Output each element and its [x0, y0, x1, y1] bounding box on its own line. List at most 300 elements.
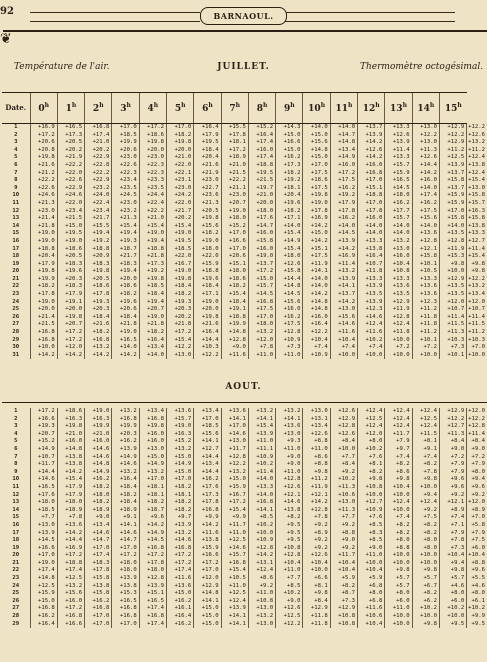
- temperature-cell: +15.8: [85, 575, 112, 583]
- day-cell: 8: [14, 461, 18, 468]
- temperature-cell: +10.1: [412, 261, 439, 269]
- temperature-cell: +8.2: [385, 461, 412, 469]
- temperature-cell: +7.9: [467, 530, 487, 538]
- temperature-cell: +8.0: [412, 545, 439, 553]
- day-cell: 26: [12, 313, 20, 320]
- temperature-cell: +7.8: [439, 537, 466, 545]
- temperature-cell: +18.2: [166, 291, 193, 299]
- temperature-cell: +13.9: [139, 583, 166, 591]
- temperature-cell: +17.2: [248, 268, 275, 276]
- temperature-cell: +15.8: [439, 215, 466, 223]
- day-cell: 2: [14, 415, 18, 422]
- temperature-cell: +19.0: [166, 268, 193, 276]
- temperature-cell: +12.2: [439, 132, 466, 140]
- temperature-cell: +22.3: [139, 170, 166, 178]
- temperature-cell: +20.4: [194, 154, 221, 162]
- temperature-cell: +12.8: [248, 545, 275, 553]
- temperature-cell: +18.2: [276, 208, 303, 216]
- hour-column-header: 3$^h$: [112, 93, 139, 124]
- temperature-cell: +17.8: [85, 567, 112, 575]
- day-cell: 28: [12, 613, 20, 620]
- temperature-cell: +13.0: [248, 605, 275, 613]
- temperature-cell: +12.6: [276, 261, 303, 269]
- temperature-cell: +13.2: [166, 530, 193, 538]
- table-row: [2, 446, 487, 454]
- temperature-cell: +22.4: [85, 200, 112, 208]
- temperature-cell: +15.2: [221, 223, 248, 231]
- scroll-ornament-icon: ❦: [0, 31, 12, 47]
- temperature-cell: +12.4: [468, 154, 485, 161]
- temperature-cell: +17.6: [248, 215, 275, 223]
- temperature-cell: +8.0: [385, 590, 412, 598]
- hour-column-header: 2$^h$: [85, 93, 112, 124]
- table-row: [2, 438, 487, 446]
- hour-column-header: 4$^h$: [139, 93, 166, 124]
- temperature-cell: +15.4: [221, 567, 248, 575]
- day-cell: 24: [12, 582, 20, 589]
- day-cell: 5: [14, 154, 18, 161]
- temperature-cell: +15.7: [385, 162, 412, 170]
- temperature-cell: +19.8: [139, 139, 166, 147]
- temperature-cell: +14.0: [303, 124, 330, 132]
- temperature-cell: +8.9: [467, 507, 487, 515]
- temperature-cell: +8.8: [303, 438, 330, 446]
- hour-column-header: 11$^h$: [330, 93, 357, 124]
- temperature-cell: +7.5: [467, 537, 487, 545]
- day-cell: 24: [12, 298, 20, 305]
- temperature-cell: +18.4: [112, 314, 139, 322]
- temperature-cell: +21.6: [30, 162, 57, 170]
- temperature-cell: +10.0: [385, 560, 412, 568]
- day-cell: 3: [14, 139, 18, 146]
- temperature-cell: +9.9: [194, 514, 221, 522]
- temperature-cell: +15.4: [248, 423, 275, 431]
- temperature-cell: +13.7: [439, 185, 466, 193]
- temperature-cell: +16.4: [30, 621, 57, 629]
- temperature-cell: +19.9: [30, 276, 57, 284]
- temperature-cell: +13.2: [248, 329, 275, 337]
- temperature-cell: +13.6: [412, 230, 439, 238]
- temperature-cell: +15.6: [303, 139, 330, 147]
- temperature-cell: +9.2: [467, 492, 487, 500]
- temperature-cell: +20.2: [85, 147, 112, 155]
- temperature-cell: +16.8: [248, 299, 275, 307]
- temperature-cell: +10.5: [412, 268, 439, 276]
- table-row: [2, 223, 487, 231]
- temperature-cell: +24.6: [57, 192, 84, 200]
- table-row: [2, 314, 487, 322]
- table-row: [2, 185, 487, 193]
- temperature-cell: +11.7: [30, 461, 57, 469]
- temperature-cell: +10.0: [439, 268, 466, 276]
- temperature-cell: +8.2: [385, 530, 412, 538]
- temperature-cell: +18.4: [112, 484, 139, 492]
- temperature-cell: +6.0: [439, 598, 466, 606]
- temperature-cell: +12.5: [221, 590, 248, 598]
- temperature-cell: +8.8: [303, 461, 330, 469]
- temperature-cell: +10.8: [248, 598, 275, 606]
- temperature-cell: +18.4: [221, 299, 248, 307]
- temperature-cell: +18.2: [166, 499, 193, 507]
- temperature-cell: +16.0: [385, 253, 412, 261]
- hour-column-header: 15$^h$: [439, 93, 466, 124]
- temperature-cell: +13.3: [248, 484, 275, 492]
- temperature-cell: +13.8: [57, 461, 84, 469]
- temperature-cell: +19.0: [166, 423, 193, 431]
- temperature-cell: +13.4: [330, 147, 357, 155]
- temperature-cell: +15.9: [30, 590, 57, 598]
- temperature-cell: +16.4: [166, 613, 193, 621]
- temperature-cell: +19.0: [57, 238, 84, 246]
- temperature-cell: +15.6: [194, 223, 221, 231]
- day-cell: 16: [12, 521, 20, 528]
- temperature-cell: +22.2: [57, 162, 84, 170]
- temperature-cell: +10.0: [385, 337, 412, 345]
- temperature-cell: +16.8: [112, 416, 139, 424]
- temperature-cell: +17.0: [139, 476, 166, 484]
- temperature-cell: +8.0: [439, 590, 466, 598]
- table-row: [2, 132, 487, 140]
- temperature-cell: +13.3: [358, 276, 385, 284]
- day-cell: 20: [12, 268, 20, 275]
- temperature-cell: +9.0: [85, 514, 112, 522]
- temperature-cell: +12.9: [439, 139, 466, 147]
- temperature-cell: +14.2: [139, 522, 166, 530]
- table-row: [2, 337, 487, 345]
- temperature-cell: +5.9: [358, 575, 385, 583]
- temperature-cell: +21.5: [221, 170, 248, 178]
- temperature-cell: +14.9: [330, 154, 357, 162]
- temperature-cell: +20.0: [166, 147, 193, 155]
- temperature-cell: +19.0: [112, 329, 139, 337]
- table-row: [2, 344, 487, 352]
- temperature-cell: +12.9: [439, 276, 466, 284]
- table-row: [2, 605, 487, 613]
- temperature-cell: +14.6: [85, 446, 112, 454]
- temperature-cell: +15.8: [412, 253, 439, 261]
- temperature-cell: +12.4: [221, 598, 248, 606]
- temperature-cell: +12.8: [276, 476, 303, 484]
- temperature-cell: +21.3: [194, 200, 221, 208]
- temperature-cell: +19.0: [139, 230, 166, 238]
- temperature-cell: +15.2: [30, 438, 57, 446]
- temperature-cell: +24.2: [166, 192, 193, 200]
- temperature-cell: +8.2: [412, 530, 439, 538]
- temperature-cell: +9.8: [467, 261, 487, 269]
- temperature-cell: +17.4: [30, 567, 57, 575]
- temperature-cell: +6.7: [412, 583, 439, 591]
- hour-column-header: 12$^h$: [358, 93, 385, 124]
- temperature-cell: +12.8: [139, 575, 166, 583]
- temperature-cell: +19.8: [139, 276, 166, 284]
- temperature-cell: +11.6: [358, 605, 385, 613]
- day-cell: 8: [14, 177, 18, 184]
- temperature-cell: +11.4: [439, 314, 466, 322]
- temperature-cell: +12.6: [385, 132, 412, 140]
- temperature-cell: +15.9: [439, 200, 466, 208]
- temperature-cell: +10.0: [412, 352, 439, 360]
- temperature-cell: +22.9: [85, 177, 112, 185]
- temperature-cell: +15.0: [303, 132, 330, 140]
- left-caption: Température de l'air.: [14, 62, 110, 72]
- temperature-cell: +14.9: [166, 461, 193, 469]
- temperature-cell: +18.2: [139, 329, 166, 337]
- temperature-cell: +17.0: [112, 621, 139, 629]
- table-row: [2, 246, 487, 254]
- temperature-cell: +5.7: [439, 575, 466, 583]
- temperature-cell: +22.4: [139, 200, 166, 208]
- temperature-cell: +21.0: [57, 431, 84, 439]
- temperature-cell: +23.0: [221, 192, 248, 200]
- temperature-cell: +21.3: [112, 215, 139, 223]
- temperature-cell: +19.6: [276, 200, 303, 208]
- temperature-cell: +8.2: [358, 469, 385, 477]
- temperature-cell: +14.7: [330, 132, 357, 140]
- temperature-cell: +13.9: [248, 431, 275, 439]
- temperature-cell: +16.2: [385, 200, 412, 208]
- temperature-cell: +13.8: [194, 537, 221, 545]
- day-cell: 11: [12, 483, 20, 490]
- temperature-cell: +8.5: [276, 583, 303, 591]
- temperature-cell: +13.6: [276, 423, 303, 431]
- right-caption: Thermomètre octogésimal.: [360, 62, 484, 72]
- temperature-cell: +10.0: [439, 613, 466, 621]
- temperature-cell: +9.1: [412, 446, 439, 454]
- temperature-cell: +11.2: [468, 146, 485, 153]
- temperature-cell: +12.6: [358, 147, 385, 155]
- temperature-cell: +17.6: [194, 484, 221, 492]
- temperature-cell: +11.2: [439, 147, 466, 155]
- temperature-cell: +11.0: [385, 605, 412, 613]
- temperature-cell: +14.6: [85, 454, 112, 462]
- day-cell: 9: [14, 184, 18, 191]
- table-row: [2, 147, 487, 155]
- temperature-cell: +14.5: [248, 291, 275, 299]
- temperature-cell: +12.3: [358, 306, 385, 314]
- temperature-cell: +21.1: [221, 185, 248, 193]
- temperature-cell: +12.4: [358, 423, 385, 431]
- temperature-cell: +18.4: [194, 283, 221, 291]
- temperature-cell: +14.0: [412, 223, 439, 231]
- temperature-cell: +12.9: [303, 605, 330, 613]
- temperature-cell: +10.8: [385, 268, 412, 276]
- temperature-cell: +12.6: [276, 484, 303, 492]
- temperature-cell: +15.3: [439, 253, 466, 261]
- table-row: [2, 454, 487, 462]
- temperature-cell: +13.0: [468, 184, 485, 191]
- temperature-cell: +19.2: [139, 268, 166, 276]
- temperature-cell: +7.0: [467, 514, 487, 522]
- temperature-cell: +13.8: [276, 507, 303, 515]
- temperature-cell: +17.5: [303, 253, 330, 261]
- temperature-cell: +11.4: [248, 469, 275, 477]
- temperature-cell: +17.7: [385, 208, 412, 216]
- temperature-cell: +11.7: [221, 446, 248, 454]
- temperature-cell: +20.7: [221, 200, 248, 208]
- temperature-cell: +14.6: [221, 431, 248, 439]
- temperature-cell: +11.2: [303, 476, 330, 484]
- temperature-cell: +11.8: [303, 613, 330, 621]
- temperature-cell: +12.7: [358, 499, 385, 507]
- temperature-cell: +18.2: [166, 132, 193, 140]
- temperature-cell: +17.3: [194, 492, 221, 500]
- temperature-cell: +12.5: [221, 537, 248, 545]
- day-cell: 17: [12, 245, 20, 252]
- temperature-cell: +19.8: [194, 215, 221, 223]
- hour-column-header: 0$^h$: [30, 93, 57, 124]
- temperature-cell: +16.3: [468, 207, 485, 214]
- temperature-cell: +11.8: [303, 621, 330, 629]
- temperature-cell: +12.6: [468, 131, 485, 138]
- temperature-cell: +13.0: [221, 438, 248, 446]
- temperature-cell: +15.0: [248, 276, 275, 284]
- day-cell: 20: [12, 552, 20, 559]
- temperature-cell: +24.6: [30, 192, 57, 200]
- temperature-cell: +14.1: [221, 613, 248, 621]
- temperature-cell: +12.2: [439, 416, 466, 424]
- temperature-cell: +13.2: [468, 139, 485, 146]
- temperature-cell: +14.8: [30, 575, 57, 583]
- page-frame: [3, 30, 487, 66]
- temperature-cell: +11.6: [166, 575, 193, 583]
- temperature-cell: +18.9: [57, 507, 84, 515]
- ornament-right: [285, 12, 455, 22]
- temperature-cell: +20.5: [57, 139, 84, 147]
- temperature-cell: +17.2: [30, 408, 57, 416]
- temperature-cell: +13.6: [412, 283, 439, 291]
- page-number: 92: [0, 6, 14, 17]
- temperature-cell: +13.2: [248, 613, 275, 621]
- temperature-cell: +12.8: [276, 329, 303, 337]
- temperature-cell: +15.4: [112, 223, 139, 231]
- temperature-cell: +10.0: [30, 344, 57, 352]
- temperature-cell: +13.0: [412, 124, 439, 132]
- temperature-cell: +20.5: [194, 208, 221, 216]
- temperature-cell: +22.1: [166, 170, 193, 178]
- temperature-cell: +18.2: [112, 492, 139, 500]
- temperature-cell: +7.8: [303, 514, 330, 522]
- temperature-cell: +8.0: [467, 469, 487, 477]
- day-cell: 26: [12, 597, 20, 604]
- temperature-cell: +17.4: [139, 621, 166, 629]
- temperature-cell: +11.0: [276, 352, 303, 360]
- temperature-cell: +18.0: [221, 215, 248, 223]
- day-cell: 18: [12, 537, 20, 544]
- temperature-cell: +14.2: [57, 352, 84, 360]
- temperature-cell: +15.1: [139, 590, 166, 598]
- temperature-cell: +11.8: [412, 321, 439, 329]
- temperature-cell: +15.0: [166, 590, 193, 598]
- temperature-cell: +17.8: [139, 560, 166, 568]
- temperature-cell: +15.0: [276, 132, 303, 140]
- temperature-cell: +21.7: [112, 253, 139, 261]
- temperature-cell: +23.0: [139, 154, 166, 162]
- temperature-cell: +4.6: [439, 583, 466, 591]
- temperature-cell: +18.5: [166, 246, 193, 254]
- temperature-cell: +10.9: [303, 352, 330, 360]
- temperature-cell: +9.6: [139, 514, 166, 522]
- temperature-cell: +22.0: [57, 170, 84, 178]
- temperature-cell: +12.8: [221, 454, 248, 462]
- day-cell: 13: [12, 499, 20, 506]
- temperature-cell: +8.6: [385, 469, 412, 477]
- temperature-cell: +18.7: [112, 246, 139, 254]
- temperature-cell: +10.3: [439, 337, 466, 345]
- temperature-cell: +9.6: [467, 484, 487, 492]
- temperature-cell: +17.0: [85, 545, 112, 553]
- temperature-cell: +15.2: [166, 438, 193, 446]
- temperature-cell: +19.3: [30, 423, 57, 431]
- temperature-cell: +18.3: [57, 283, 84, 291]
- temperature-cell: +10.0: [303, 567, 330, 575]
- table-row: [2, 291, 487, 299]
- temperature-cell: +17.4: [85, 132, 112, 140]
- temperature-cell: +11.8: [412, 314, 439, 322]
- temperature-cell: +11.5: [412, 431, 439, 439]
- temperature-cell: +20.7: [139, 306, 166, 314]
- temperature-cell: +13.2: [468, 283, 485, 290]
- temperature-cell: +13.8: [112, 583, 139, 591]
- temperature-cell: +20.3: [112, 431, 139, 439]
- temperature-cell: +14.2: [112, 352, 139, 360]
- temperature-cell: +12.8: [439, 238, 466, 246]
- temperature-cell: +18.8: [139, 246, 166, 254]
- temperature-cell: +14.6: [330, 321, 357, 329]
- temperature-cell: +17.2: [30, 132, 57, 140]
- temperature-cell: +15.0: [194, 621, 221, 629]
- temperature-cell: +13.8: [85, 583, 112, 591]
- temperature-cell: +14.2: [194, 522, 221, 530]
- temperature-cell: +11.5: [468, 321, 485, 328]
- temperature-cell: +14.8: [303, 147, 330, 155]
- temperature-cell: +14.7: [112, 537, 139, 545]
- temperature-cell: +13.3: [385, 276, 412, 284]
- temperature-cell: +18.0: [139, 567, 166, 575]
- temperature-cell: +13.9: [330, 276, 357, 284]
- temperature-cell: +17.3: [57, 132, 84, 140]
- temperature-cell: +16.0: [139, 431, 166, 439]
- temperature-cell: +17.0: [221, 246, 248, 254]
- temperature-cell: +13.4: [194, 408, 221, 416]
- temperature-cell: +20.0: [139, 147, 166, 155]
- temperature-cell: +20.2: [57, 147, 84, 155]
- temperature-cell: +14.0: [139, 352, 166, 360]
- temperature-cell: +12.9: [439, 124, 466, 132]
- temperature-cell: +18.2: [276, 170, 303, 178]
- temperature-cell: +13.9: [439, 162, 466, 170]
- temperature-cell: +23.2: [112, 208, 139, 216]
- temperature-cell: +14.0: [303, 283, 330, 291]
- temperature-cell: +9.2: [412, 507, 439, 515]
- temperature-cell: +10.9: [248, 454, 275, 462]
- temperature-cell: +17.0: [358, 200, 385, 208]
- temperature-cell: +12.4: [385, 423, 412, 431]
- temperature-cell: +14.2: [57, 469, 84, 477]
- temperature-cell: +8.2: [412, 522, 439, 530]
- temperature-cell: +15.6: [412, 215, 439, 223]
- temperature-cell: +10.0: [412, 560, 439, 568]
- temperature-cell: +18.1: [221, 139, 248, 147]
- temperature-cell: +17.9: [57, 291, 84, 299]
- day-cell: 7: [14, 169, 18, 176]
- temperature-cell: +13.3: [468, 230, 485, 237]
- temperature-cell: +12.1: [276, 492, 303, 500]
- temperature-cell: +13.5: [439, 230, 466, 238]
- day-cell: 3: [14, 423, 18, 430]
- temperature-cell: +14.5: [330, 230, 357, 238]
- temperature-cell: +19.7: [248, 185, 275, 193]
- hour-column-header: 6$^h$: [194, 93, 221, 124]
